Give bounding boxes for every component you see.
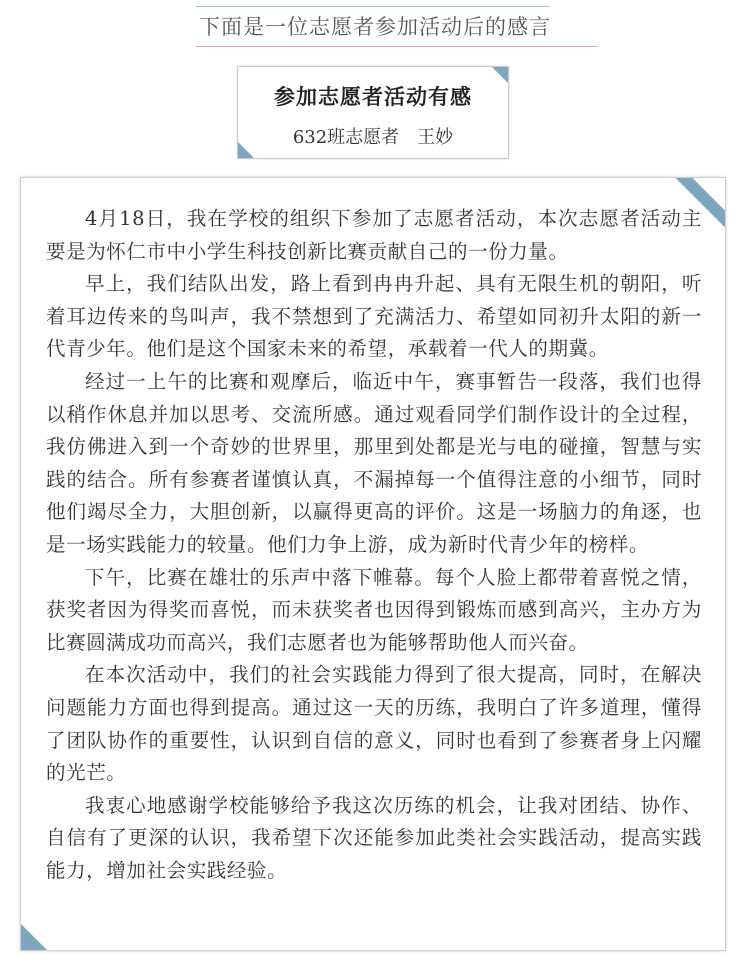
article-body-box <box>20 177 726 951</box>
article-content <box>46 203 702 887</box>
paragraph-4: 下午，比赛在雄壮的乐声中落下帷幕。每个人脸上都带着喜悦之情，获奖者因为得奖而喜悦，而未获奖者也因得到锻炼而感到高兴，主办方为比赛圆满成功而高兴，我们志愿者也为能够帮助他人而兴奋。 <box>46 565 702 654</box>
intro-text: 下面是一位志愿者参加活动后的感言 <box>199 15 551 39</box>
paragraph-3: 经过一上午的比赛和观摩后，临近中午，赛事暂告一段落，我们也得以稍作休息并加以思考、交流所感。通过观看同学们制作设计的全过程，我仿佛进入到一个奇妙的世界里，那里到处都是光与电的碰撞，智慧与实践的结合。所有参赛者谨慎认真，不漏掉每一个值得注意的小细节，同时他们竭尽全力，大胆创新，以赢得更高的评价。这是一场脑力的角逐，也是一场实践能力的较量。他们力争上游，成为新时代青少年的榜样。 <box>46 369 702 556</box>
intro-bottom-divider <box>196 46 598 47</box>
paragraph-2: 早上，我们结队出发，路上看到冉冉升起、具有无限生机的朝阳，听着耳边传来的鸟叫声，我不禁想到了充满活力、希望如同初升太阳的新一代青少年。他们是这个国家未来的希望，承载着一代人的期冀。 <box>46 272 702 361</box>
paragraph-1: 4月18日，我在学校的组织下参加了志愿者活动，本次志愿者活动主要是为怀仁市中小学生科技创新比赛贡献自己的一份力量。 <box>46 207 702 263</box>
paragraph-5: 在本次活动中，我们的社会实践能力得到了很大提高，同时，在解决问题能力方面也得到提高。通过这一天的历练，我明白了许多道理，懂得了团队协作的重要性，认识到自信的意义，同时也看到了参赛者身上闪耀的光芒。 <box>46 663 702 785</box>
article-title: 参加志愿者活动有感 <box>274 84 472 109</box>
box-corner-decoration-bottom-left <box>21 924 47 950</box>
title-card <box>237 66 509 159</box>
paragraph-6: 我衷心地感谢学校能够给予我这次历练的机会，让我对团结、协作、自信有了更深的认识，我希望下次还能参加此类社会实践活动，提高实践能力，增加社会实践经验。 <box>46 793 702 882</box>
article-author: 632班志愿者 王妙 <box>292 127 454 148</box>
card-corner-decoration-bottom-left <box>238 142 254 158</box>
intro-top-divider <box>196 6 550 7</box>
